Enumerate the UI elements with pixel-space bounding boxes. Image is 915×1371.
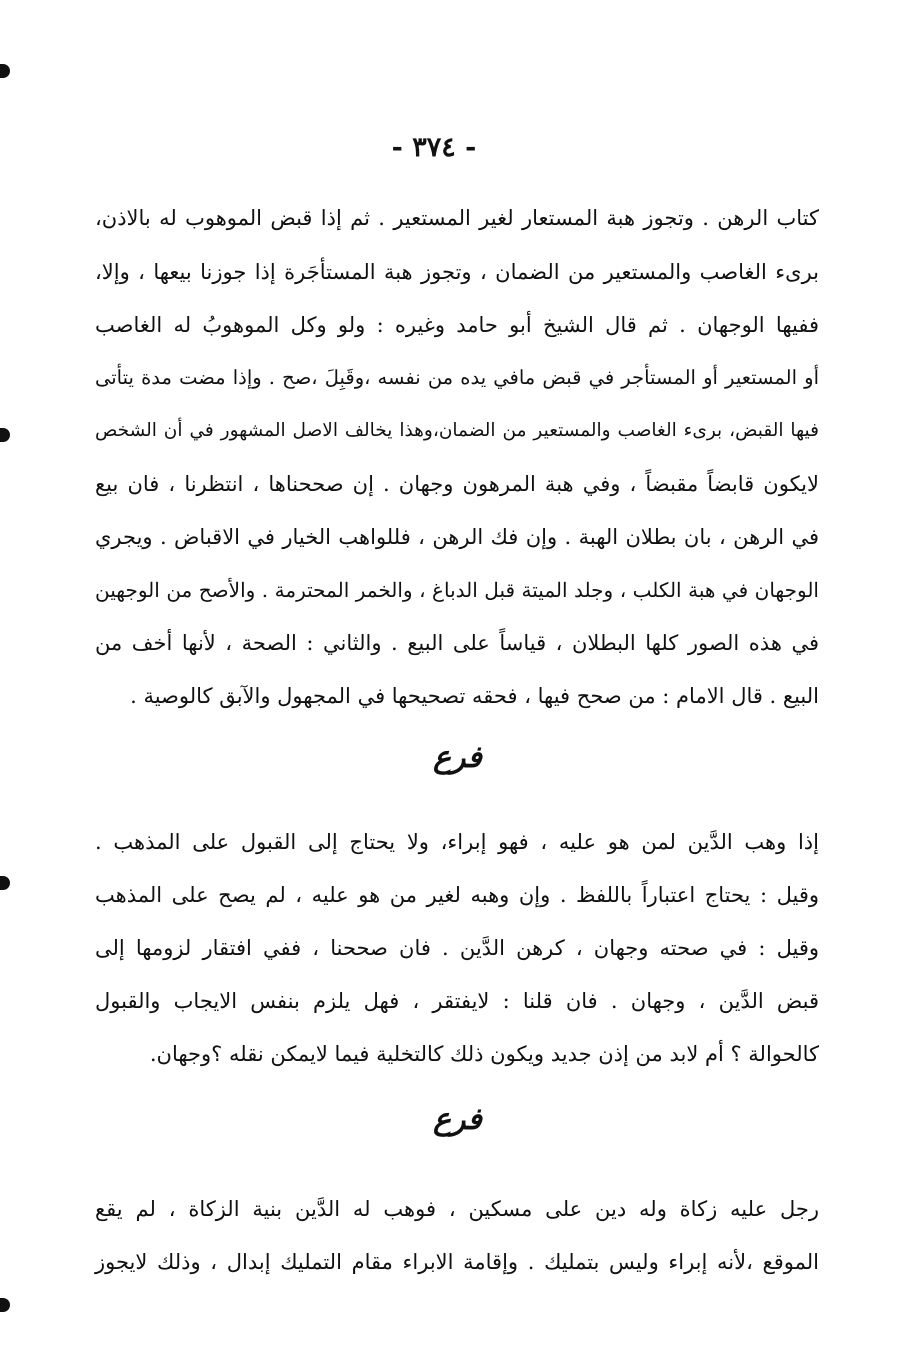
- text-line: فيها القبض، برىء الغاصب والمستعير من الضمان،وهذا يخالف الاصل المشهور في أن الشخص: [95, 420, 819, 441]
- text-line: الموقع ،لأنه إبراء وليس بتمليك . وإقامة الابراء مقام التمليك إبدال ، وذلك لايجوز: [95, 1250, 819, 1274]
- text-line: كتاب الرهن . وتجوز هبة المستعار لغير المستعير . ثم إذا قبض الموهوب له بالاذن،: [95, 206, 819, 230]
- page-edge-mark: [0, 1298, 10, 1312]
- text-line: رجل عليه زكاة وله دين على مسكين ، فوهب له الدَّين بنية الزكاة ، لم يقع: [95, 1197, 819, 1221]
- text-line: كالحوالة ؟ أم لابد من إذن جديد ويكون ذلك كالتخلية فيما لايمكن نقله ؟وجهان.: [149, 1042, 819, 1066]
- text-line: وقيل : يحتاج اعتباراً باللفظ . وإن وهبه لغير من هو عليه ، لم يصح على المذهب: [95, 883, 819, 907]
- text-line: في الرهن ، بان بطلان الهبة . وإن فك الرهن ، فللواهب الخيار في الاقباض . ويجري: [95, 525, 819, 549]
- section-heading: فرع: [433, 740, 482, 775]
- section-heading: فرع: [433, 1102, 482, 1137]
- text-line: ففيها الوجهان . ثم قال الشيخ أبو حامد وغيره : ولو وكل الموهوبُ له الغاصب: [95, 313, 819, 337]
- text-line: قبض الدَّين ، وجهان . فان قلنا : لايفتقر ، فهل يلزم بنفس الايجاب والقبول: [95, 989, 819, 1013]
- text-line: وقيل : في صحته وجهان ، كرهن الدَّين . فان صححنا ، ففي افتقار لزومها إلى: [95, 936, 819, 960]
- text-line: إذا وهب الدَّين لمن هو عليه ، فهو إبراء، ولا يحتاج إلى القبول على المذهب .: [95, 830, 819, 854]
- page-number: - ٣٧٤ -: [391, 132, 477, 163]
- text-line: الوجهان في هبة الكلب ، وجلد الميتة قبل الدباغ ، والخمر المحترمة . والأصح من الوجهين: [95, 578, 819, 602]
- page-edge-mark: [0, 876, 10, 890]
- text-line: البيع . قال الامام : من صحح فيها ، فحقه تصحيحها في المجهول والآبق كالوصية .: [130, 684, 819, 708]
- text-line: برىء الغاصب والمستعير من الضمان ، وتجوز هبة المستأجَرة إذا جوزنا بيعها ، وإلا،: [95, 260, 819, 284]
- text-line: أو المستعير أو المستأجر في قبض مافي يده من نفسه ،وقَبِلَ ،صح . وإذا مضت مدة يتأتى: [95, 366, 819, 389]
- text-line: لايكون قابضاً مقبضاً ، وفي هبة المرهون وجهان . إن صححناها ، انتظرنا ، فان بيع: [95, 472, 819, 496]
- page-edge-mark: [0, 64, 10, 78]
- page-edge-mark: [0, 428, 10, 442]
- text-line: في هذه الصور كلها البطلان ، قياساً على البيع . والثاني : الصحة ، لأنها أخف من: [95, 631, 819, 655]
